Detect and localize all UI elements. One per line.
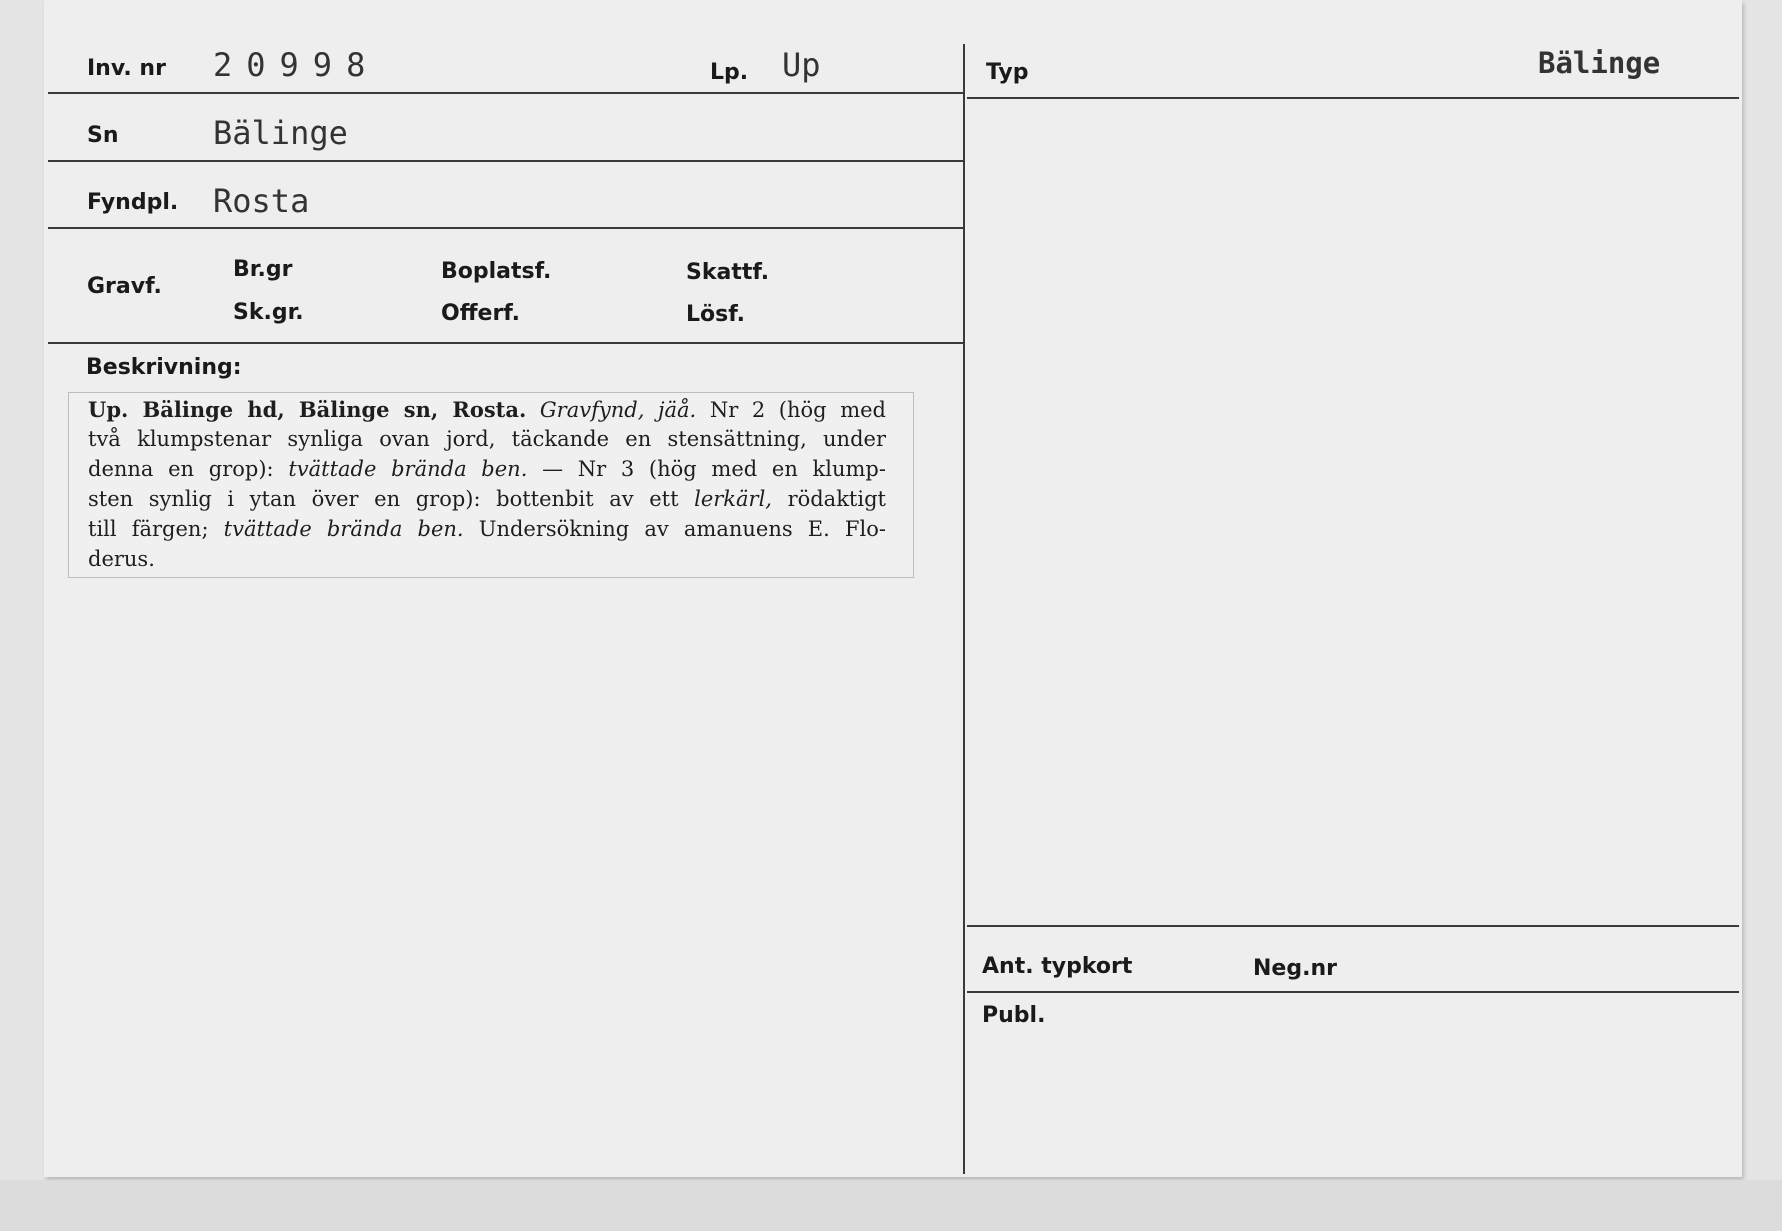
sn-value: Bälinge	[213, 114, 348, 152]
beskrivning-label: Beskrivning:	[86, 355, 242, 380]
rule-typ	[967, 97, 1739, 99]
skattf-label: Skattf.	[686, 260, 770, 285]
description-line-1: Up. Bälinge hd, Bälinge sn, Rosta. Gravfynd, jäå. Nr 2 (hög med	[88, 397, 886, 422]
description-line-4: sten synlig i ytan över en grop): bottenbit av ett lerkärl, rödaktigt	[88, 487, 886, 511]
rule-fyndpl	[48, 227, 964, 229]
rule-gravf	[48, 342, 964, 344]
boplatsf-label: Boplatsf.	[441, 259, 552, 284]
negnr-label: Neg.nr	[1253, 956, 1337, 981]
gravf-label: Gravf.	[87, 274, 162, 299]
catalog-card	[44, 0, 1742, 1177]
description-line-2: två klumpstenar synliga ovan jord, täckande en stensättning, under	[88, 427, 886, 451]
description-line-6: derus.	[88, 547, 155, 571]
sn-label: Sn	[87, 123, 119, 148]
typ-label: Typ	[986, 60, 1029, 85]
description-category: Gravfynd, jäå.	[539, 398, 697, 422]
skgr-label: Sk.gr.	[233, 300, 304, 325]
description-line-3: denna en grop): tvättade brända ben. — Nr 3 (hög med en klump-	[88, 457, 886, 481]
offerf-label: Offerf.	[441, 301, 521, 326]
ant-typkort-label: Ant. typkort	[982, 954, 1133, 979]
brgr-label: Br.gr	[233, 257, 293, 282]
column-divider	[963, 44, 965, 1174]
inv-nr-label: Inv. nr	[87, 56, 166, 81]
typ-place-value: Bälinge	[1538, 46, 1661, 80]
description-heading: Up. Bälinge hd, Bälinge sn, Rosta.	[88, 397, 527, 422]
rule-inv	[48, 92, 964, 94]
fyndpl-value: Rosta	[213, 182, 310, 220]
rule-ant-typkort-top	[967, 925, 1739, 927]
publ-label: Publ.	[982, 1003, 1046, 1028]
fyndpl-label: Fyndpl.	[87, 190, 179, 215]
rule-publ	[967, 991, 1739, 993]
rule-sn	[48, 160, 964, 162]
lp-label: Lp.	[710, 60, 749, 85]
losf-label: Lösf.	[686, 302, 745, 327]
lp-value: Up	[782, 46, 821, 84]
description-line-5: till färgen; tvättade brända ben. Undersökning av amanuens E. Flo-	[88, 517, 886, 541]
background-strip	[0, 1180, 1782, 1231]
inv-nr-value: 20998	[213, 46, 380, 84]
